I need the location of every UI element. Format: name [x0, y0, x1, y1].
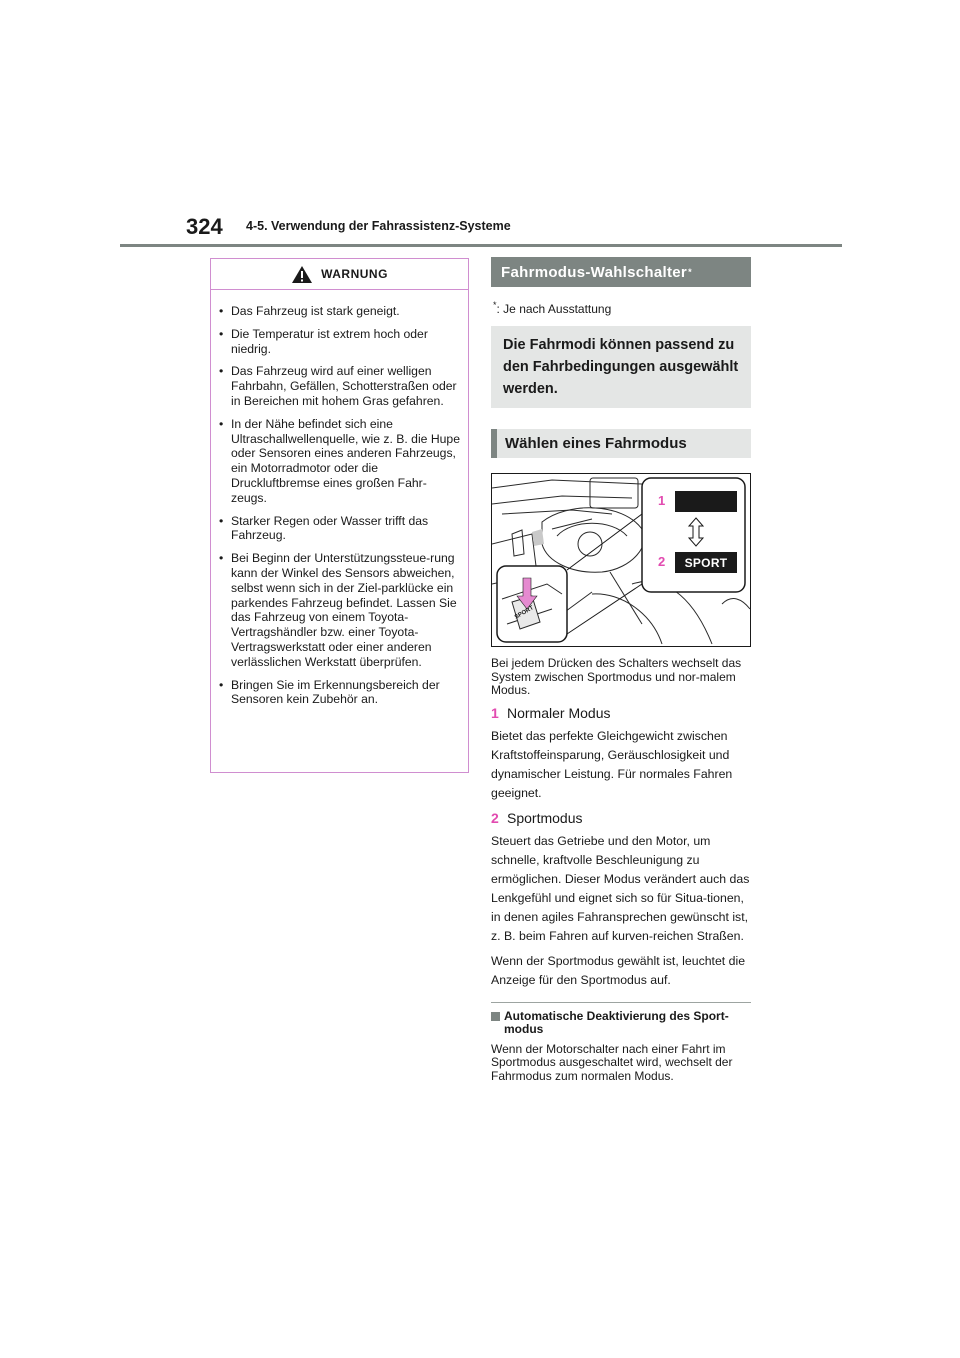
sport-button-label: SPORT	[513, 605, 535, 621]
warning-header	[211, 259, 468, 290]
availability-footnote	[493, 300, 751, 316]
description: Bei jedem Drücken des Schalters wechselt das System zwischen Sportmodus und nor-malem Modus.	[491, 656, 742, 697]
drive-mode-illustration	[491, 473, 751, 647]
warning-item: • Das Fahrzeug ist stark geneigt.	[217, 304, 460, 319]
square-bullet-icon	[491, 1012, 500, 1021]
mode-number: 1	[491, 704, 499, 721]
warning-item: • Starker Regen oder Wasser trifft das Fahrzeug.	[217, 514, 460, 544]
footnote-text: : Je nach Ausstattung	[496, 302, 612, 316]
warning-item: • Die Temperatur ist extrem hoch oder niedrig.	[217, 327, 460, 357]
section-title: 4-5. Verwendung der Fahrassistenz-Systeme	[246, 219, 511, 233]
footnote-asterisk: *	[493, 300, 497, 310]
mode-number-2: 2	[658, 554, 666, 569]
page-number: 324	[186, 214, 223, 239]
mode-description: Bietet das perfekte Gleichgewicht zwischen Kraftstoffeinsparung, Geräuschlosigkeit und dynamischer Leistung. Für normales Fahren geeignet.	[491, 728, 733, 800]
note-title: Automatische Deaktivierung des Sport-modus	[504, 1008, 729, 1036]
sport-mode-indicator: SPORT	[675, 552, 737, 573]
section-heading-text: Fahrmodus-Wahlschalter	[501, 263, 688, 281]
heading-asterisk: *	[688, 267, 692, 277]
mode-description: Steuert das Getriebe und den Motor, um schnelle, kraftvolle Beschleunigung zu ermöglichen. Dieser Modus verändert auch das Lenkgefühl und eignet sich so für Situa-tionen, in denen agiles Fahransprechen gewünscht ist, z. B. beim Fahren auf kurven-reichen Straßen.	[491, 833, 750, 943]
subheading: Wählen eines Fahrmodus	[491, 429, 751, 458]
mode-item-sport	[491, 810, 751, 826]
section-heading	[491, 257, 751, 287]
warning-item: • Bei Beginn der Unterstützungssteue-rung kann der Winkel des Sensors abweichen, selbst wenn sich in der Ziel-parklücke ein parkendes Fahrzeug befindet. Lassen Sie das Fahrzeug von einem Toyota-Vertragshändler bzw. einer Toyota-Vertragswerkstatt oder einer anderen verlässlichen Werkstatt überprüfen.	[217, 551, 460, 669]
mode-title: Sportmodus	[507, 809, 583, 826]
note-text: Wenn der Motorschalter nach einer Fahrt im Sportmodus ausgeschaltet wird, wechselt der Fahrmodus zum normalen Modus.	[491, 1041, 733, 1083]
warning-item: • In der Nähe befindet sich eine Ultraschallwellenquelle, wie z. B. die Hupe oder Sensoren eines anderen Fahrzeugs, ein Motorradmotor oder die Druckluftbremse eines großen Fahr-zeugs.	[217, 417, 460, 506]
mode-indicator-note: Wenn der Sportmodus gewählt ist, leuchtet die Anzeige für den Sportmodus auf.	[491, 953, 746, 987]
mode-item-normal	[491, 705, 751, 721]
main-column	[491, 257, 751, 1083]
warning-item: • Bringen Sie im Erkennungsbereich der Sensoren kein Zubehör an.	[217, 678, 460, 708]
warning-label: WARNUNG	[321, 267, 388, 281]
mode-number-1: 1	[658, 493, 666, 508]
warning-list	[211, 290, 468, 707]
warning-item: • Das Fahrzeug wird auf einer welligen Fahrbahn, Gefällen, Schotterstraßen oder in Bereichen mit hohem Gras gefahren.	[217, 364, 460, 408]
note-heading	[491, 1010, 751, 1037]
intro-box: Die Fahrmodi können passend zu den Fahrbedingungen ausgewählt werden.	[491, 326, 751, 408]
warning-box	[210, 258, 469, 773]
divider	[491, 1002, 751, 1003]
warning-triangle-icon	[291, 265, 313, 284]
header-rule	[120, 244, 842, 247]
normal-mode-indicator	[675, 491, 737, 512]
mode-title: Normaler Modus	[507, 704, 611, 721]
mode-number: 2	[491, 809, 499, 826]
